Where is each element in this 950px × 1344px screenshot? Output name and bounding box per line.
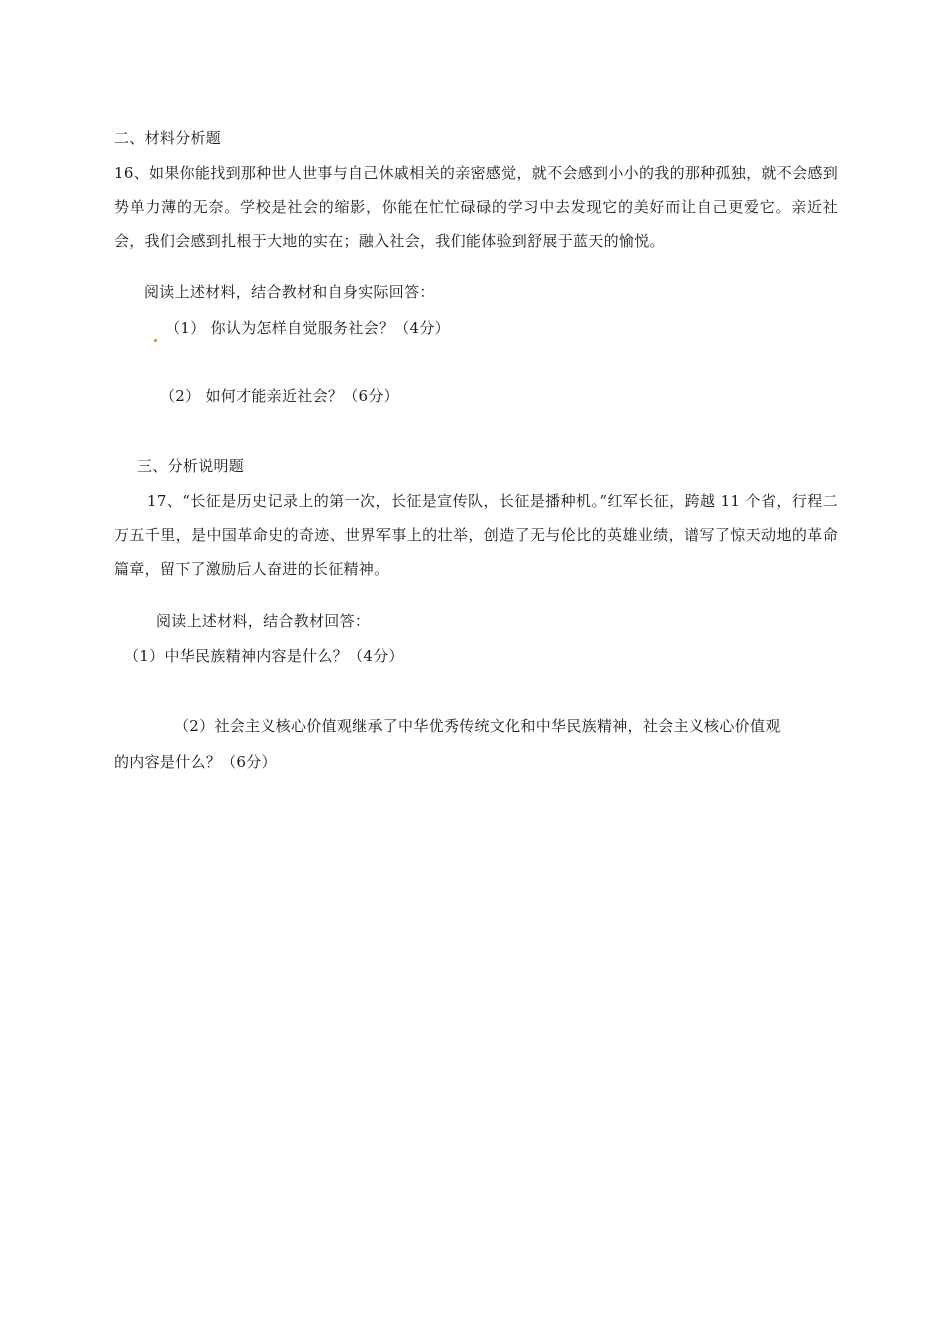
- question-17-sub-2-line-1: （2）社会主义核心价值观继承了中华优秀传统文化和中华民族精神，社会主义核心价值观: [174, 717, 781, 735]
- section-2-heading: 二、材料分析题: [114, 129, 222, 147]
- section-3-heading: 三、分析说明题: [137, 457, 245, 475]
- question-16-material: 16、如果你能找到那种世人世事与自己休戚相关的亲密感觉，就不会感到小小的我的那种孤独，就不会感到势单力薄的无奈。学校是社会的缩影，你能在忙忙碌碌的学习中去发现它的美好而让自己更爱它。亲近社会，我们会感到扎根于大地的实在；融入社会，我们能体验到舒展于蓝天的愉悦。: [114, 164, 838, 250]
- question-16-instruction: 阅读上述材料，结合教材和自身实际回答：: [144, 283, 435, 301]
- question-16-sub-1-row: [160, 318, 450, 338]
- question-17-material: 17、“长征是历史记录上的第一次，长征是宣传队，长征是播种机。”红军长征，跨越 11 个省，行程二万五千里，是中国革命史的奇迹、世界军事上的壮举，创造了无与伦比的英雄业绩，谱写了惊天动地的革命篇章，留下了激励后人奋进的长征精神。: [114, 492, 838, 578]
- question-16-sub-1: （1） 你认为怎样自觉服务社会？（4分）: [165, 319, 450, 337]
- question-17-sub-1: （1）中华民族精神内容是什么？（4分）: [124, 647, 404, 665]
- question-16-sub-2: （2） 如何才能亲近社会？（6分）: [160, 387, 399, 405]
- question-17-instruction: 阅读上述材料，结合教材回答：: [156, 612, 371, 630]
- question-17-sub-2-line-2: 的内容是什么？（6分）: [114, 753, 277, 771]
